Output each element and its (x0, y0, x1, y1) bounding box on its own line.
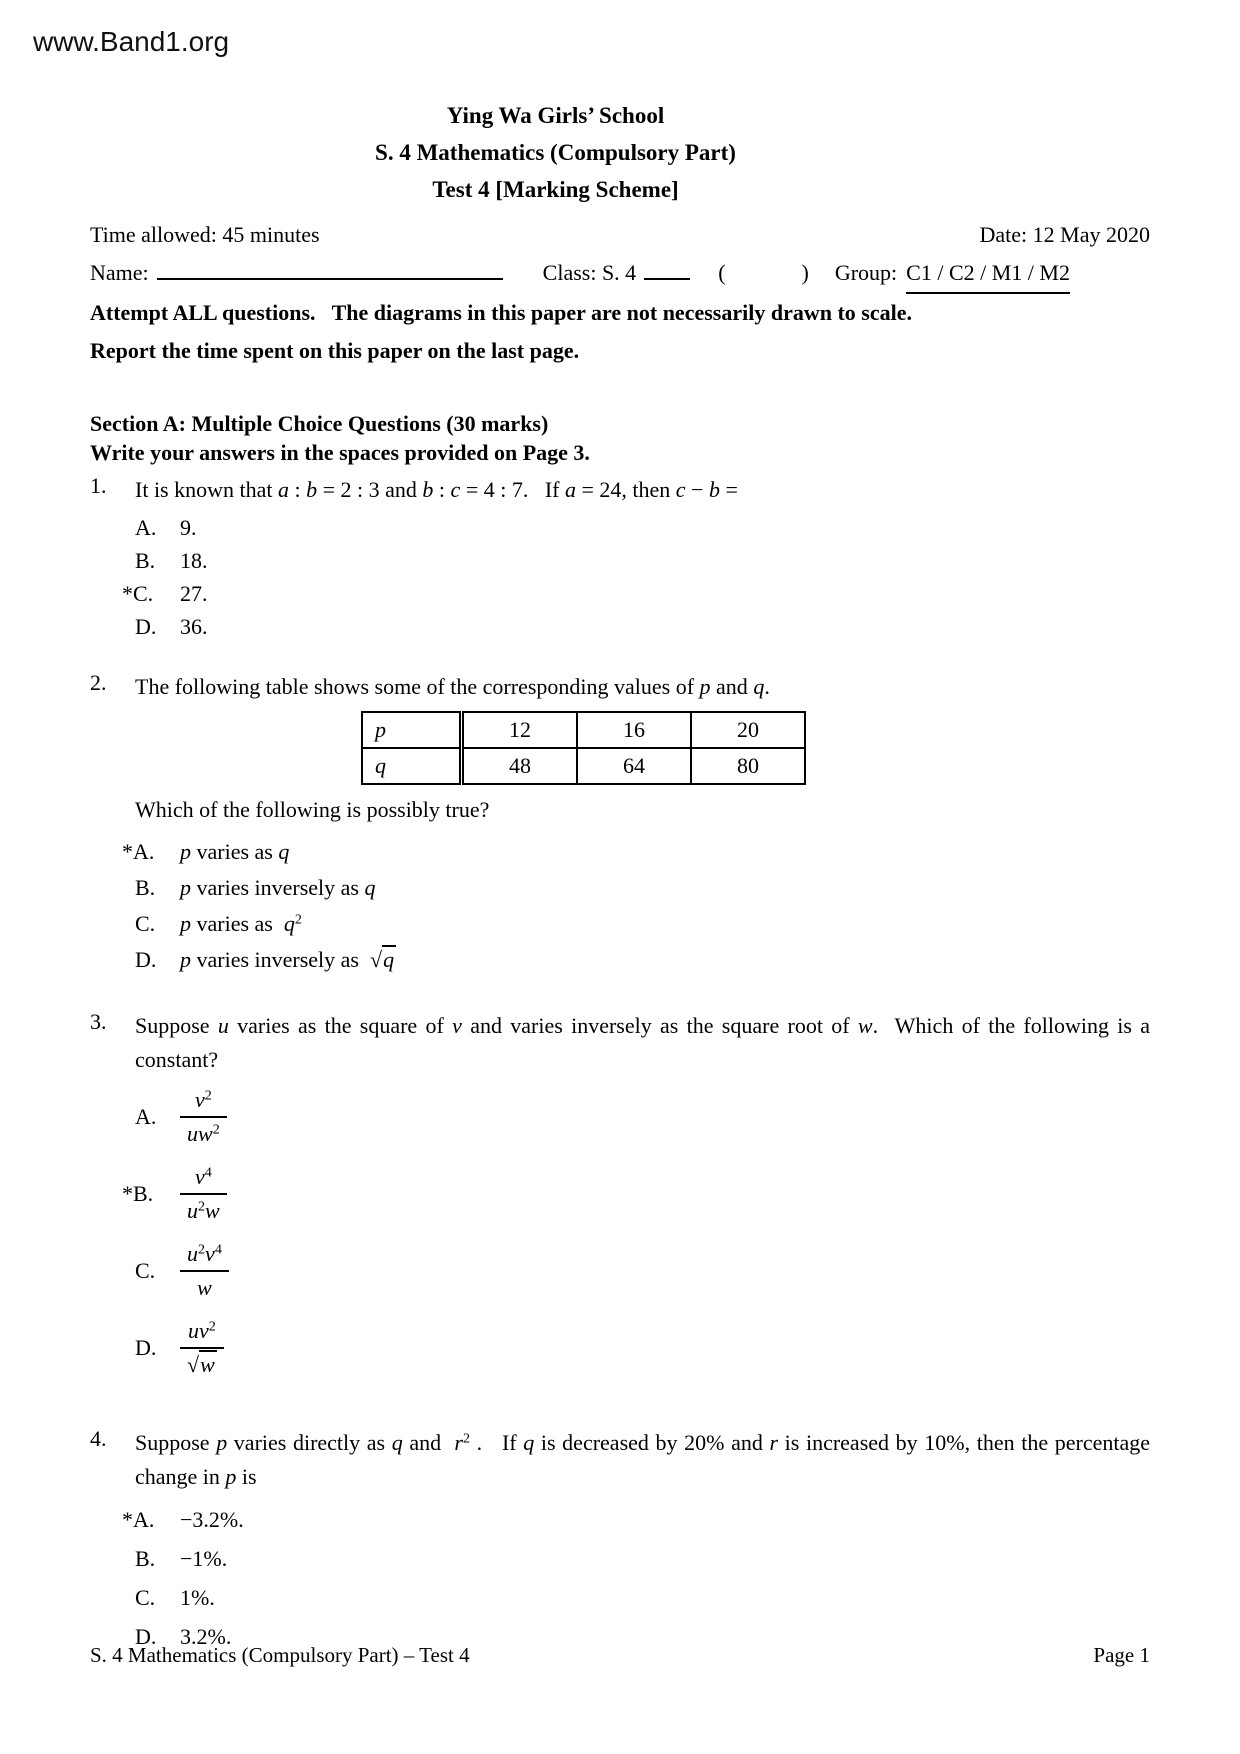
class-label: Class: S. 4 (542, 260, 637, 285)
option-label: D. (135, 614, 157, 639)
question-4-options (90, 1503, 1150, 1653)
p-q-values-table (361, 711, 806, 785)
question-text: It is known that a : b = 2 : 3 and b : c = 4 : 7. If a = 24, then c − b = (135, 477, 738, 502)
time-date-row (90, 216, 1150, 254)
option-row (90, 1086, 1150, 1148)
question-number: 1. (90, 473, 107, 498)
question-4-row (90, 1426, 1150, 1494)
option-text: p varies inversely as √q (180, 947, 395, 972)
option-text: 3.2%. (180, 1624, 232, 1649)
footer-document-title: S. 4 Mathematics (Compulsory Part) – Test 4 (90, 1643, 470, 1667)
question-1-options (90, 511, 1150, 643)
name-label: Name: (90, 260, 149, 285)
question-text: Suppose u varies as the square of v and varies inversely as the square root of w. Which of the following is a constant? (135, 1013, 1150, 1072)
class-number-open-paren: ( (718, 260, 726, 285)
option-row (90, 511, 1150, 544)
question-number: 3. (90, 1009, 107, 1034)
option-text: 27. (180, 581, 208, 606)
table-cell: 16 (577, 712, 691, 748)
question-3-options (90, 1086, 1150, 1379)
option-label: D. (135, 947, 157, 972)
option-row (90, 1581, 1150, 1614)
footer-page-number: Page 1 (1093, 1643, 1150, 1667)
section-a-title: Section A: Multiple Choice Questions (30 marks) (90, 411, 549, 436)
option-label: D. (135, 1624, 157, 1649)
option-label-correct: *C. (122, 581, 154, 606)
option-label: C. (135, 1585, 156, 1610)
option-row (90, 1240, 1150, 1302)
question-text: The following table shows some of the corresponding values of p and q. (135, 674, 770, 699)
page-content (0, 216, 1240, 1653)
option-text: −1%. (180, 1546, 228, 1571)
group-options: C1 / C2 / M1 / M2 (906, 254, 1070, 294)
option-text: p varies as $q^2$ (180, 911, 302, 936)
group-label: Group: (834, 260, 898, 285)
table-cell: 12 (462, 712, 578, 748)
option-label: B. (135, 548, 156, 573)
option-row (90, 870, 1150, 906)
question-2 (90, 670, 1150, 978)
option-text: 9. (180, 515, 197, 540)
question-1-row (90, 473, 1150, 507)
date: Date: 12 May 2020 (979, 222, 1150, 247)
section-a-head (90, 409, 1150, 467)
option-text: −3.2%. (180, 1507, 244, 1532)
question-number: 4. (90, 1426, 107, 1451)
table-cell: 20 (691, 712, 805, 748)
subject-title: S. 4 Mathematics (Compulsory Part) (375, 140, 736, 165)
instruction-line-1: Attempt ALL questions. The diagrams in this paper are not necessarily drawn to scale. (90, 300, 912, 325)
table-cell-var-q: q (362, 748, 462, 784)
table-cell: 48 (462, 748, 578, 784)
option-row (90, 906, 1150, 942)
name-class-group-row (90, 254, 1150, 294)
question-2-row (90, 670, 1150, 704)
table-row-q (362, 748, 805, 784)
name-blank-line (157, 255, 503, 280)
section-a-subtitle: Write your answers in the spaces provided on Page 3. (90, 440, 590, 465)
instruction-line-2: Report the time spent on this paper on the last page. (90, 338, 580, 363)
fraction-numerator: $uv^2$ (187, 1318, 216, 1343)
question-text: Suppose p varies directly as q and $r^2$ . If q is decreased by 20% and r is increased by 10%, then the percentage change in p is (135, 1430, 1150, 1489)
option-label: D. (135, 1335, 157, 1360)
option-row (90, 1163, 1150, 1225)
option-text: p varies inversely as q (180, 875, 376, 900)
fraction-numerator: $v^4$ (194, 1164, 212, 1189)
option-label: C. (135, 911, 156, 936)
option-row (90, 577, 1150, 610)
fraction-denominator: $u^2w$ (180, 1193, 227, 1225)
fraction (180, 1317, 224, 1379)
option-label-correct: *B. (122, 1181, 154, 1206)
option-text: 36. (180, 614, 208, 639)
watermark-url: www.Band1.org (33, 26, 230, 57)
page-footer (90, 1642, 1150, 1668)
option-label-correct: *A. (122, 1507, 155, 1532)
option-row (90, 1503, 1150, 1536)
question-3-row (90, 1009, 1150, 1077)
option-text: 18. (180, 548, 208, 573)
option-row (90, 610, 1150, 643)
class-number-close-paren: ) (801, 260, 809, 285)
fraction-denominator: w (180, 1270, 229, 1302)
option-label: B. (135, 875, 156, 900)
fraction-denominator: $uw^2$ (180, 1116, 227, 1148)
option-label: B. (135, 1546, 156, 1571)
table-cell: 64 (577, 748, 691, 784)
fraction (180, 1240, 229, 1302)
fraction-numerator: $u^2v^4$ (187, 1241, 222, 1266)
table-cell: 80 (691, 748, 805, 784)
question-2-options (90, 834, 1150, 978)
fraction (180, 1086, 227, 1148)
question-1 (90, 473, 1150, 643)
option-label-correct: *A. (122, 839, 155, 864)
option-row (90, 544, 1150, 577)
option-text: 1%. (180, 1585, 215, 1610)
fraction (180, 1163, 227, 1225)
option-row (90, 1542, 1150, 1575)
option-label: A. (135, 515, 157, 540)
fraction-numerator: $v^2$ (194, 1087, 212, 1112)
question-text-continued: Which of the following is possibly true? (135, 797, 490, 822)
test-title: Test 4 [Marking Scheme] (432, 177, 679, 202)
table-row-p (362, 712, 805, 748)
option-row (90, 1317, 1150, 1379)
question-3 (90, 1009, 1150, 1379)
option-text: p varies as q (180, 839, 290, 864)
option-label: A. (135, 1104, 157, 1129)
option-row (90, 834, 1150, 870)
question-number: 2. (90, 670, 107, 695)
option-row (90, 942, 1150, 978)
class-blank-line (644, 255, 690, 280)
question-4 (90, 1426, 1150, 1653)
table-cell-var-p: p (362, 712, 462, 748)
school-name: Ying Wa Girls’ School (446, 103, 665, 128)
option-label: C. (135, 1258, 156, 1283)
time-allowed: Time allowed: 45 minutes (90, 222, 320, 247)
fraction-denominator: √w (180, 1347, 224, 1379)
